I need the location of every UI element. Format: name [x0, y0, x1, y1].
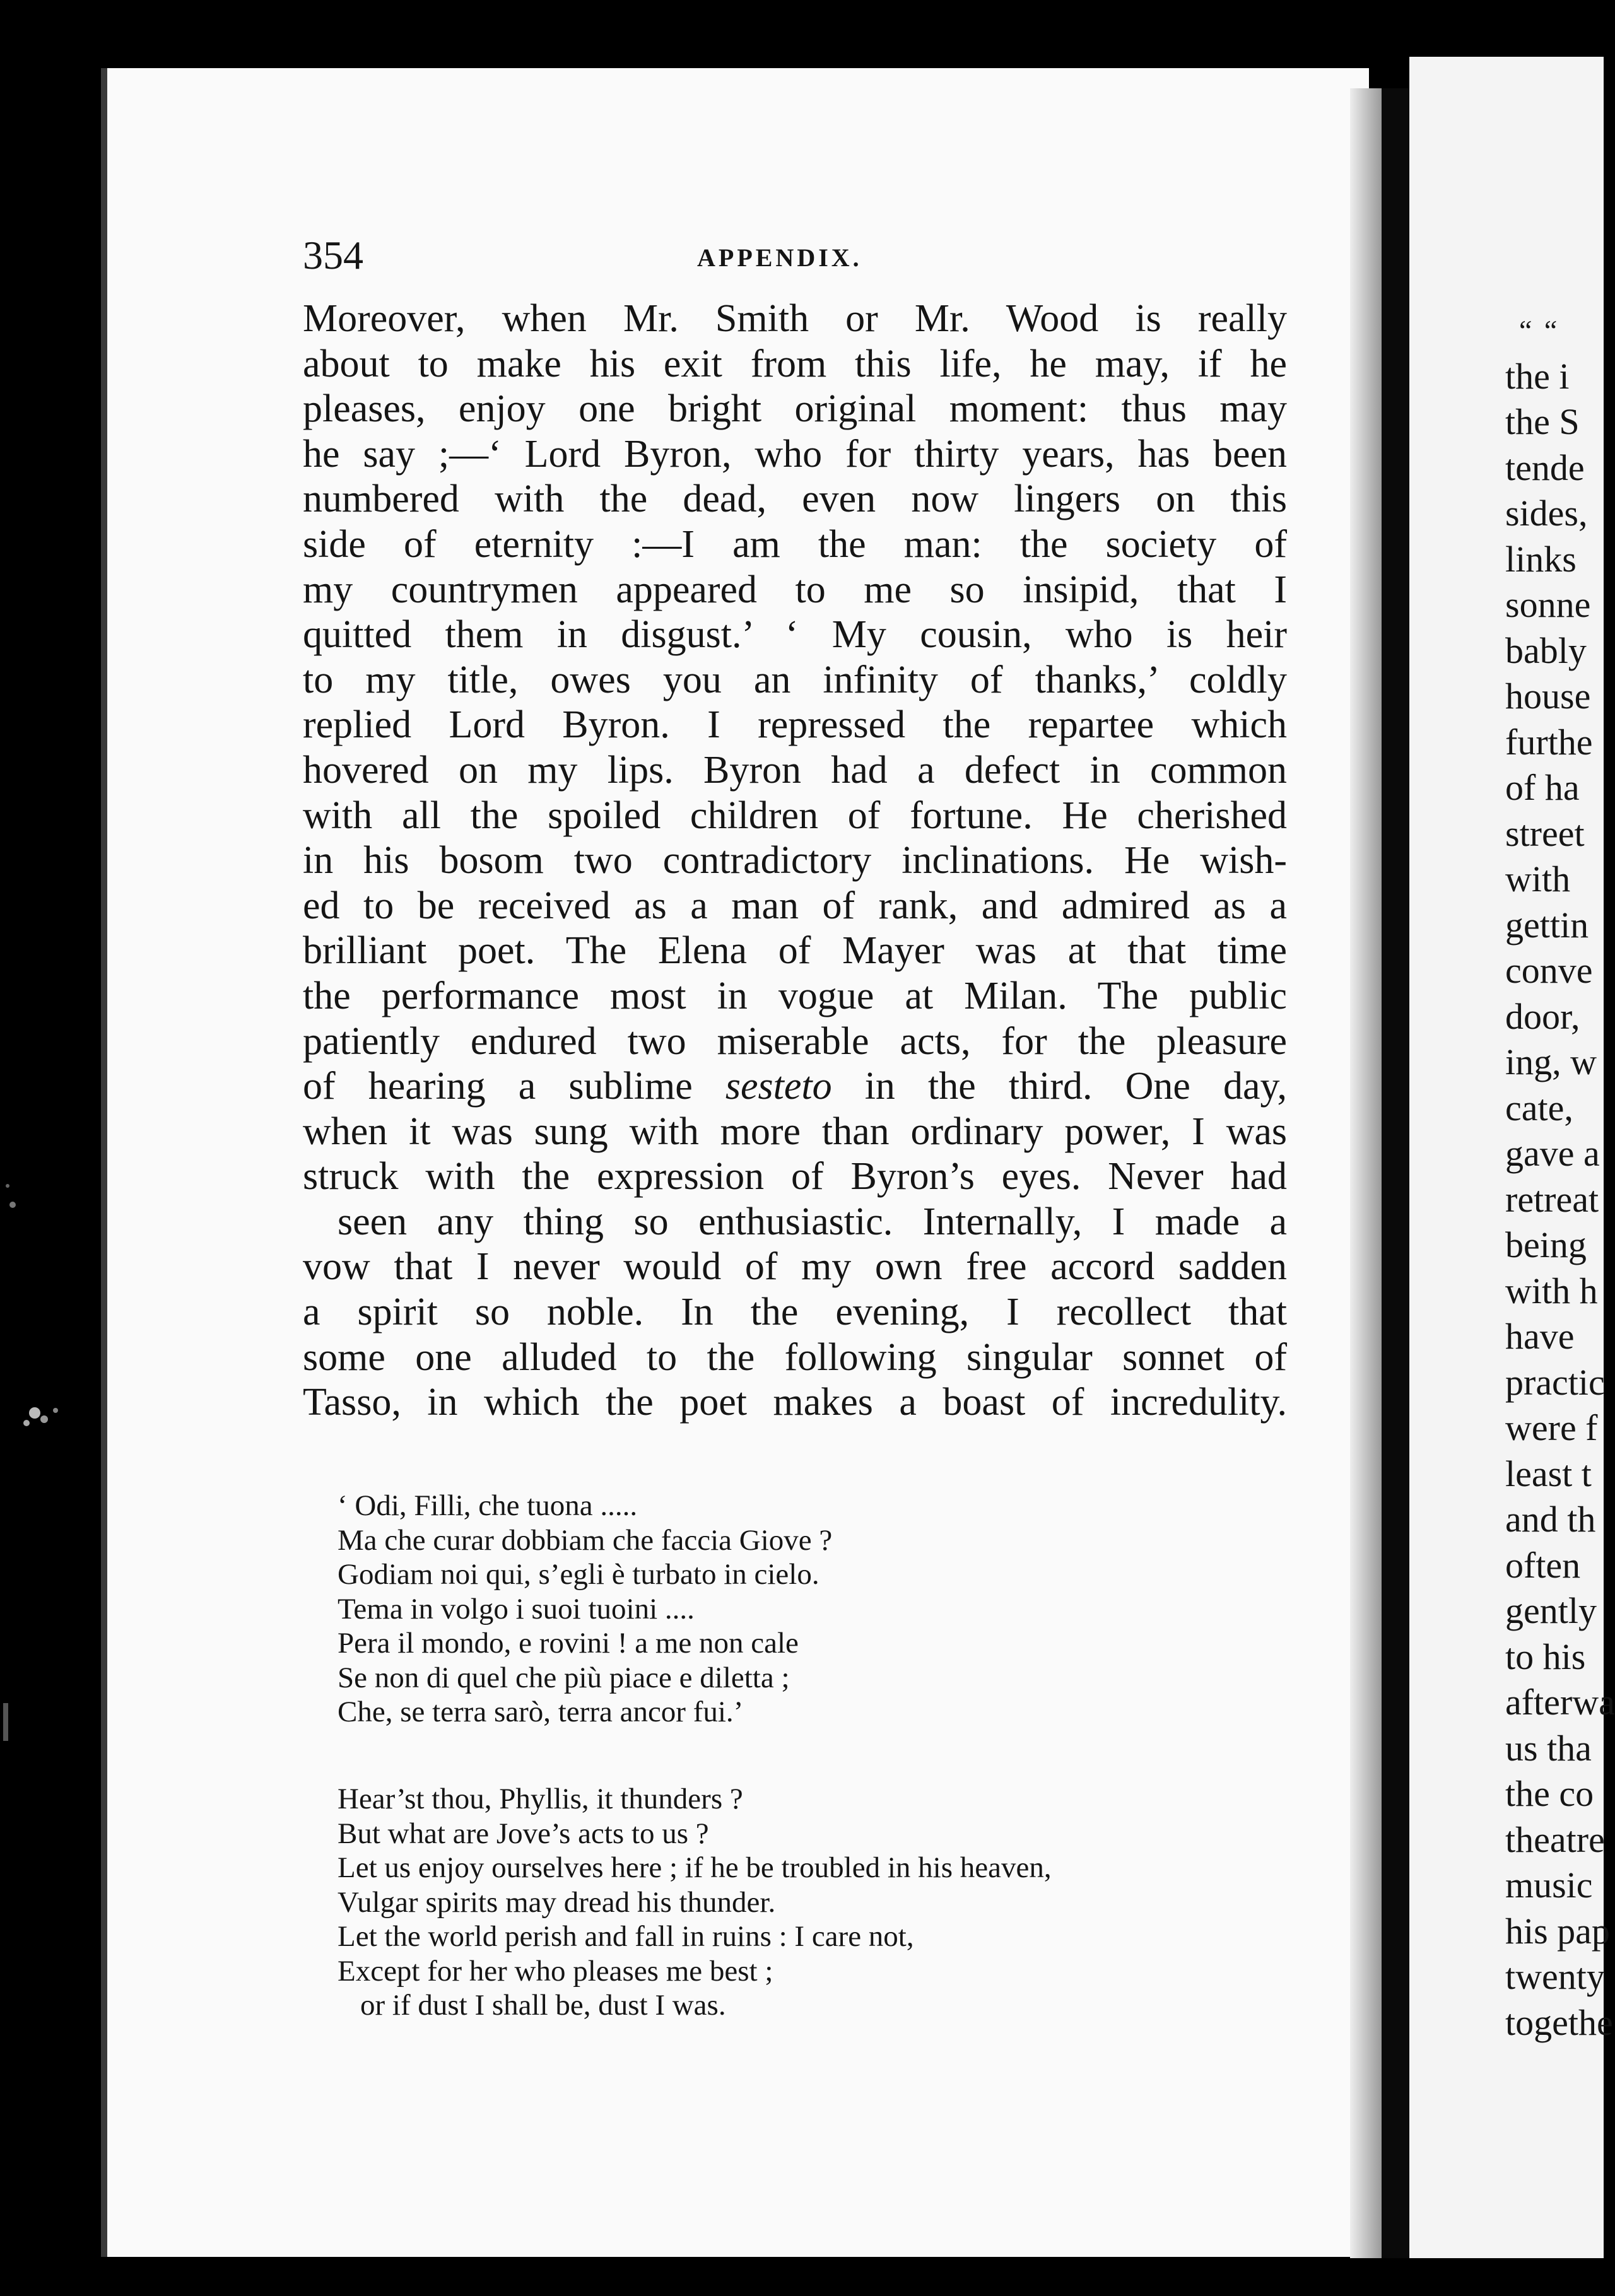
verse-line: Ma che curar dobbiam che faccia Giove ? [338, 1523, 833, 1557]
fragment-line: cate, [1505, 1087, 1573, 1128]
fragment-line: his pap [1505, 1910, 1610, 1952]
text-line: he say ;—‘ Lord Byron, who for thirty years, has been [303, 432, 1287, 476]
scan-noise-specks [0, 0, 95, 2296]
fragment-line: the S [1505, 401, 1580, 442]
fragment-line: and th [1505, 1499, 1596, 1540]
text-line: side of eternity :—I am the man: the society of [303, 522, 1287, 566]
fragment-line: have [1505, 1316, 1575, 1357]
verse-line: But what are Jove’s acts to us ? [338, 1817, 709, 1850]
verse-line: or if dust I shall be, dust I was. [360, 1989, 726, 2022]
verse-line: ‘ Odi, Filli, che tuona ..... [338, 1489, 638, 1522]
text-run: in the third. One day, [831, 1065, 1287, 1108]
text-line: ed to be received as a man of rank, and admired as a [303, 884, 1287, 927]
fragment-line: house [1505, 676, 1591, 717]
fragment-line: door, [1505, 995, 1580, 1037]
prose-paragraph [303, 296, 1287, 1426]
page-divider [1382, 88, 1409, 2258]
fragment-line: being [1505, 1224, 1587, 1265]
verse-line: Tema in volgo i suoi tuoini .... [338, 1592, 695, 1625]
section-title: APPENDIX. [697, 243, 862, 272]
fragment-line: gettin [1505, 904, 1589, 946]
fragment-line: afterwa [1505, 1682, 1615, 1723]
fragment-line: theatre [1505, 1819, 1605, 1860]
verse-line: Let us enjoy ourselves here ; if he be troubled in his heaven, [338, 1851, 1052, 1884]
text-line: struck with the expression of Byron’s eyes. Never had [303, 1155, 1287, 1198]
text-line: quitted them in disgust.’ ‘ My cousin, who is heir [303, 613, 1287, 657]
fragment-line: gently [1505, 1590, 1597, 1631]
fragment-line: the i [1505, 355, 1570, 397]
page-number: 354 [303, 233, 363, 278]
fragment-line: least t [1505, 1453, 1592, 1494]
fragment-line: street [1505, 812, 1585, 854]
fragment-line: gave a [1505, 1133, 1600, 1174]
fragment-line: with [1505, 858, 1571, 899]
facing-page-text-fragments [1505, 308, 1615, 2046]
fragment-line: to his [1505, 1636, 1586, 1677]
fragment-line: with h [1505, 1270, 1598, 1311]
verse-line: Hear’st thou, Phyllis, it thunders ? [338, 1783, 743, 1815]
fragment-line: conve [1505, 950, 1593, 991]
fragment-line: twenty [1505, 1956, 1605, 1997]
italic-word: sesteto [725, 1065, 832, 1108]
fragment-line: of ha [1505, 767, 1580, 808]
text-line: hovered on my lips. Byron had a defect in common [303, 748, 1287, 792]
fragment-line: tende [1505, 447, 1585, 488]
fragment-line: furthe [1505, 721, 1593, 763]
verse-line: Che, se terra sarò, terra ancor fui.’ [338, 1696, 744, 1728]
text-line: replied Lord Byron. I repressed the repartee which [303, 703, 1287, 747]
fragment-line: practic [1505, 1361, 1605, 1403]
text-line: when it was sung with more than ordinary power, I was [303, 1110, 1287, 1153]
verse-line: Let the world perish and fall in ruins : I care not, [338, 1920, 914, 1953]
text-line: in his bosom two contradictory inclinations. He wish- [303, 839, 1287, 882]
text-line: seen any thing so enthusiastic. Internally, I made a [338, 1200, 1287, 1243]
gutter-shadow [1350, 88, 1382, 2258]
text-line: Tasso, in which the poet makes a boast of incredulity. [303, 1381, 1287, 1424]
verse-line: Except for her who pleases me best ; [338, 1954, 773, 1988]
italian-sonnet-quote [338, 1489, 1284, 1730]
text-line: some one alluded to the following singular sonnet of [303, 1335, 1287, 1379]
fragment-line: ing, w [1505, 1041, 1597, 1082]
text-line: with all the spoiled children of fortune. He cherished [303, 794, 1287, 837]
fragment-line: us tha [1505, 1727, 1592, 1769]
fragment-line: sides, [1505, 493, 1588, 534]
text-line: a spirit so noble. In the evening, I recollect that [303, 1291, 1287, 1334]
text-line: vow that I never would of my own free accord sadden [303, 1245, 1287, 1289]
fragment-line: togethe [1505, 2001, 1613, 2043]
verse-line: Vulgar spirits may dread his thunder. [338, 1885, 776, 1919]
fragment-line: retreat [1505, 1178, 1599, 1220]
fragment-line: the co [1505, 1773, 1594, 1814]
verse-line: Godiam noi qui, s’egli è turbato in cielo. [338, 1558, 819, 1591]
text-line: patiently endured two miserable acts, for the pleasure [303, 1019, 1287, 1063]
running-head [303, 227, 1287, 284]
english-translation-verse [338, 1782, 1284, 2023]
verse-line: Pera il mondo, e rovini ! a me non cale [338, 1627, 799, 1660]
fragment-line: links [1505, 538, 1577, 580]
fragment-line: music [1505, 1865, 1593, 1906]
text-run: of hearing a sublime [303, 1065, 693, 1108]
fragment-line: were f [1505, 1407, 1598, 1448]
text-line: numbered with the dead, even now lingers on this [303, 477, 1287, 521]
fragment-line: often [1505, 1544, 1581, 1586]
text-line: my countrymen appeared to me so insipid, that I [303, 568, 1287, 611]
fragment-line: “ “ [1519, 314, 1560, 346]
text-line: pleases, enjoy one bright original moment: thus may [303, 387, 1287, 431]
fragment-line: bably [1505, 630, 1587, 671]
text-line: Moreover, when Mr. Smith or Mr. Wood is really [303, 297, 1287, 340]
text-line: about to make his exit from this life, he may, if he [303, 342, 1287, 385]
text-line: the performance most in vogue at Milan. The public [303, 974, 1287, 1017]
text-line: to my title, owes you an infinity of thanks,’ coldly [303, 658, 1287, 701]
verse-line: Se non di quel che più piace e diletta ; [338, 1661, 790, 1694]
fragment-line: sonne [1505, 584, 1591, 625]
text-line: brilliant poet. The Elena of Mayer was at that time [303, 929, 1287, 973]
text-line-with-italic [303, 1064, 1287, 1110]
